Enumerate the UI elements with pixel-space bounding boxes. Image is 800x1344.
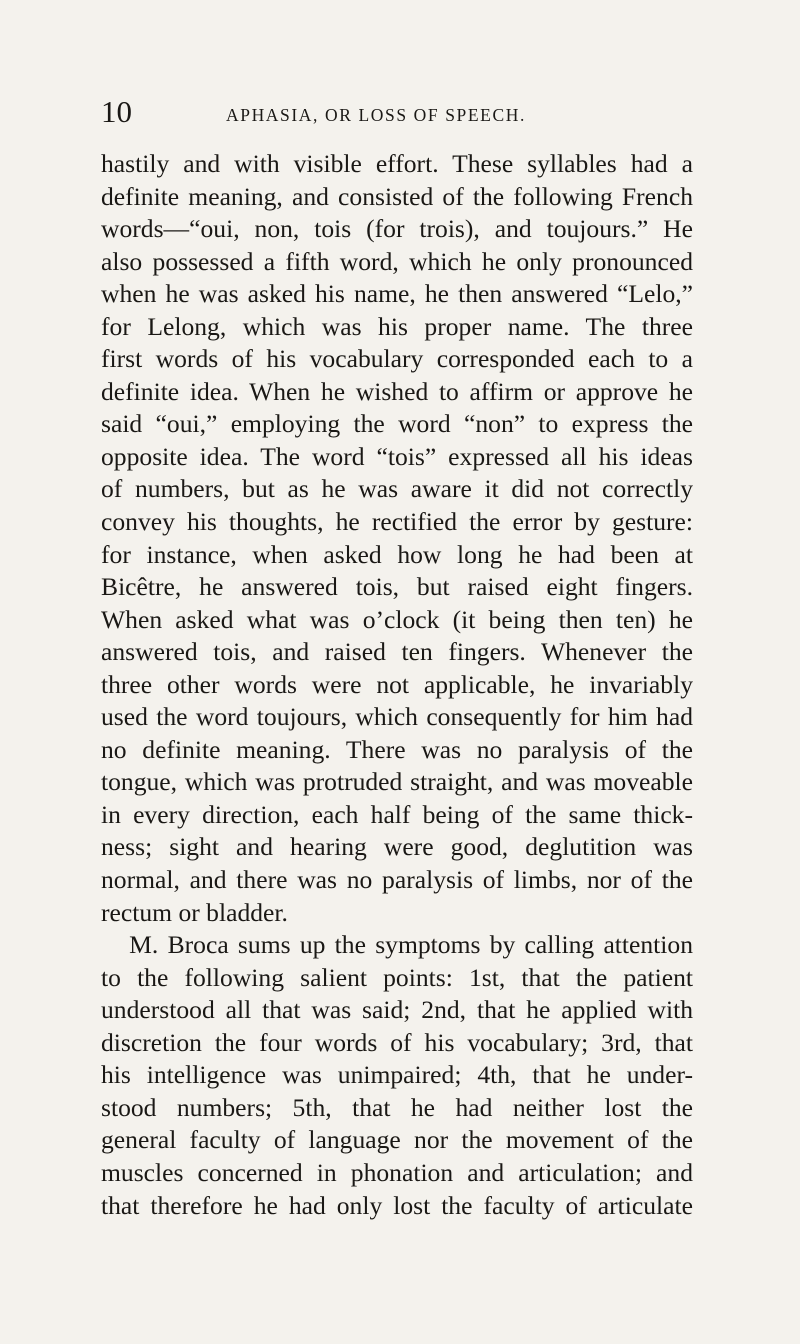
text-line: general faculty of language nor the movement of the [101, 1125, 693, 1155]
text-line: Bicêtre, he answered tois, but raised eight fingers. [101, 572, 693, 602]
text-line: convey his thoughts, he rectified the error by gesture: [101, 507, 693, 537]
text-line: muscles concerned in phonation and articulation; and [101, 1157, 693, 1187]
text-line: tongue, which was protruded straight, and was moveable [101, 767, 693, 797]
paragraph-1 [101, 148, 693, 929]
text-line: for Lelong, which was his proper name. The three [101, 311, 693, 341]
running-head-title: APHASIA, OR LOSS OF SPEECH. [226, 105, 526, 125]
running-head [101, 92, 691, 132]
text-line: when he was asked his name, he then answered “Lelo,” [101, 279, 693, 309]
text-line: stood numbers; 5th, that he had neither lost the [101, 1092, 693, 1122]
text-line: three other words were not applicable, he invariably [101, 669, 693, 699]
text-line: ness; sight and hearing were good, deglutition was [101, 832, 693, 862]
text-line: M. Broca sums up the symptoms by calling attention [129, 930, 693, 960]
text-line: also possessed a fifth word, which he only pronounced [101, 246, 693, 276]
text-line: words—“oui, non, tois (for trois), and toujours.” He [101, 214, 693, 244]
text-line: in every direction, each half being of the same thick- [101, 799, 693, 829]
text-line: to the following salient points: 1st, that the patient [101, 962, 693, 992]
text-line: for instance, when asked how long he had been at [101, 539, 693, 569]
text-line: discretion the four words of his vocabulary; 3rd, that [101, 1027, 693, 1057]
text-line: said “oui,” employing the word “non” to express the [101, 409, 693, 439]
text-line: his intelligence was unimpaired; 4th, that he under- [101, 1060, 693, 1090]
paragraph-2 [101, 929, 693, 1222]
text-line: rectum or bladder. [101, 897, 288, 927]
text-line: opposite idea. The word “tois” expressed all his ideas [101, 441, 693, 471]
text-line: no definite meaning. There was no paralysis of the [101, 734, 693, 764]
text-line: definite idea. When he wished to affirm or approve he [101, 376, 693, 406]
text-line: When asked what was o’clock (it being then ten) he [101, 604, 693, 634]
text-line: answered tois, and raised ten fingers. Whenever the [101, 637, 693, 667]
text-line: understood all that was said; 2nd, that he applied with [101, 995, 693, 1025]
text-line: of numbers, but as he was aware it did not correctly [101, 474, 693, 504]
text-line: first words of his vocabulary corresponded each to a [101, 344, 693, 374]
page-number: 10 [101, 94, 132, 129]
body-text [101, 148, 693, 1222]
text-line: definite meaning, and consisted of the following French [101, 181, 693, 211]
text-line: used the word toujours, which consequently for him had [101, 702, 693, 732]
text-line: hastily and with visible effort. These syllables had a [101, 149, 693, 178]
text-line: that therefore he had only lost the faculty of articulate [101, 1190, 693, 1220]
text-line: normal, and there was no paralysis of limbs, nor of the [101, 865, 693, 895]
